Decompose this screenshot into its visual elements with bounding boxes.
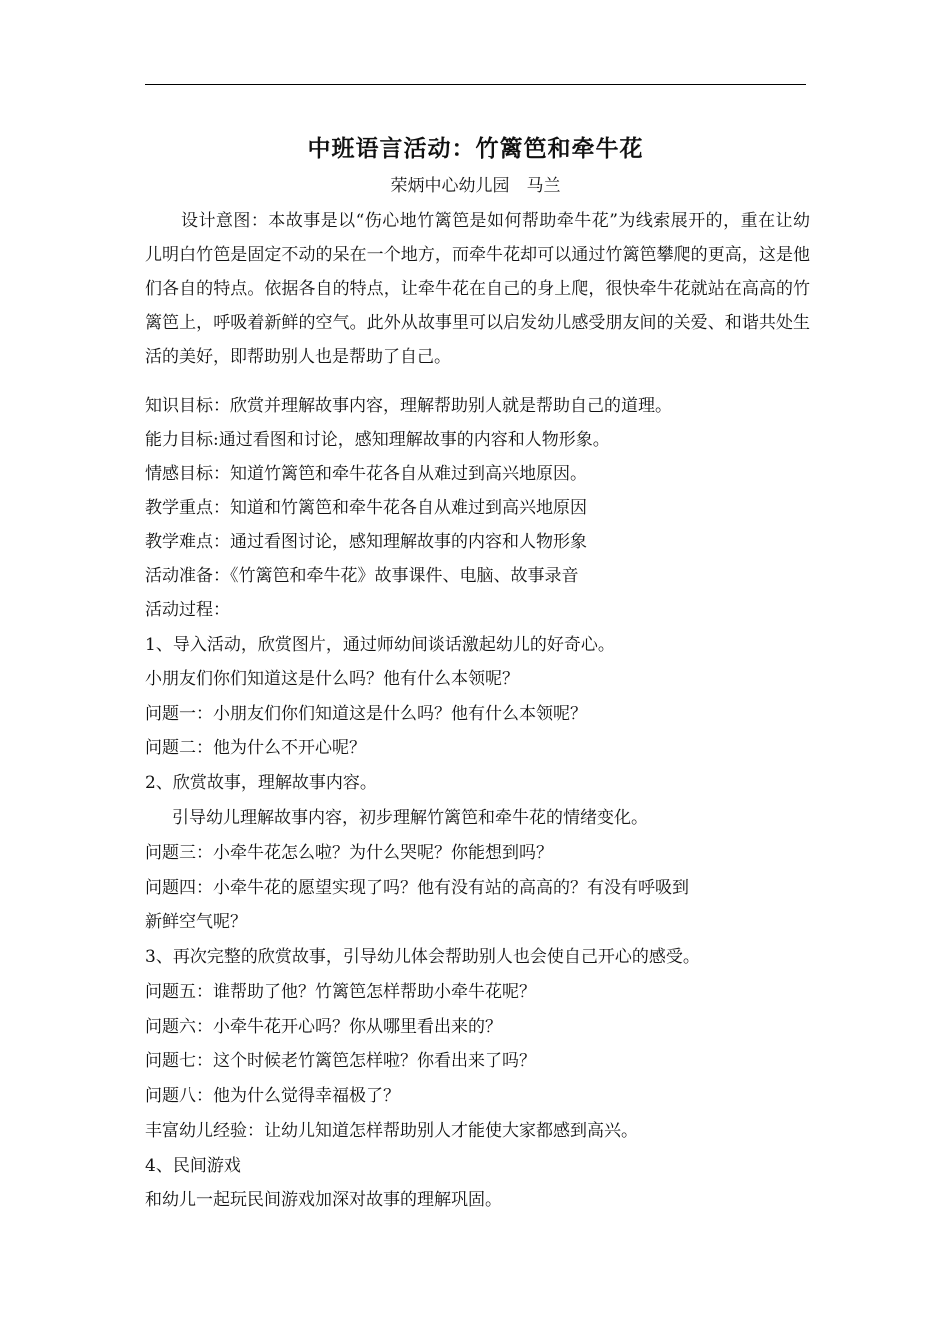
emotion-goal: 情感目标：知道竹篱笆和牵牛花各自从难过到高兴地原因。 <box>145 464 587 484</box>
ability-goal: 能力目标:通过看图和讨论，感知理解故事的内容和人物形象。 <box>145 430 610 450</box>
question-3: 问题三：小牵牛花怎么啦？为什么哭呢？你能想到吗？ <box>145 843 553 863</box>
step-4-description: 和幼儿一起玩民间游戏加深对故事的理解巩固。 <box>145 1190 502 1210</box>
teaching-difficulty: 教学难点：通过看图讨论，感知理解故事的内容和人物形象 <box>145 532 587 552</box>
question-6: 问题六：小牵牛花开心吗？你从哪里看出来的？ <box>145 1017 502 1037</box>
knowledge-goal: 知识目标：欣赏并理解故事内容，理解帮助别人就是帮助自己的道理。 <box>145 396 672 416</box>
step-2-heading: 2、欣赏故事，理解故事内容。 <box>145 773 377 793</box>
author-byline: 荣炳中心幼儿园 马兰 <box>390 176 561 196</box>
enrich-experience: 丰富幼儿经验：让幼儿知道怎样帮助别人才能使大家都感到高兴。 <box>145 1121 638 1141</box>
activity-preparation: 活动准备：《竹篱笆和牵牛花》故事课件、电脑、故事录音 <box>145 566 579 586</box>
question-4: 问题四：小牵牛花的愿望实现了吗？他有没有站的高高的？有没有呼吸到 <box>145 878 689 898</box>
question-5: 问题五：谁帮助了他？竹篱笆怎样帮助小牵牛花呢？ <box>145 982 536 1002</box>
design-intent-paragraph: 设计意图：本故事是以“伤心地竹篱笆是如何帮助牵牛花”为线索展开的，重在让幼儿明白竹笆是固定不动的呆在一个地方，而牵牛花却可以通过竹篱笆攀爬的更高，这是他们各自的特点。依据各自的特点，让牵牛花在自己的身上爬，很快牵牛花就站在高高的竹篱笆上，呼吸着新鲜的空气。此外从故事里可以启发幼儿感受朋友间的关爱、和谐共处生活的美好，即帮助别人也是帮助了自己。 <box>145 211 810 367</box>
step-4-heading: 4、民间游戏 <box>145 1156 241 1176</box>
teaching-focus: 教学重点：知道和竹篱笆和牵牛花各自从难过到高兴地原因 <box>145 498 587 518</box>
question-1: 问题一：小朋友们你们知道这是什么吗？他有什么本领呢？ <box>145 704 587 724</box>
step-2-guidance: 引导幼儿理解故事内容，初步理解竹篱笆和牵牛花的情绪变化。 <box>172 808 648 828</box>
question-2: 问题二：他为什么不开心呢？ <box>145 738 366 758</box>
page-title: 中班语言活动：竹篱笆和牵牛花 <box>307 136 644 162</box>
step-1-heading: 1、导入活动，欣赏图片，通过师幼间谈话激起幼儿的好奇心。 <box>145 635 615 655</box>
header-rule <box>145 84 806 85</box>
step-3-heading: 3、再次完整的欣赏故事，引导幼儿体会帮助别人也会使自己开心的感受。 <box>145 947 700 967</box>
step-1-prompt: 小朋友们你们知道这是什么吗？他有什么本领呢？ <box>145 669 519 689</box>
activity-process-heading: 活动过程： <box>145 600 230 620</box>
question-4-continued: 新鲜空气呢？ <box>145 912 247 932</box>
question-8: 问题八：他为什么觉得幸福极了？ <box>145 1086 400 1106</box>
question-7: 问题七：这个时候老竹篱笆怎样啦？你看出来了吗？ <box>145 1051 536 1071</box>
